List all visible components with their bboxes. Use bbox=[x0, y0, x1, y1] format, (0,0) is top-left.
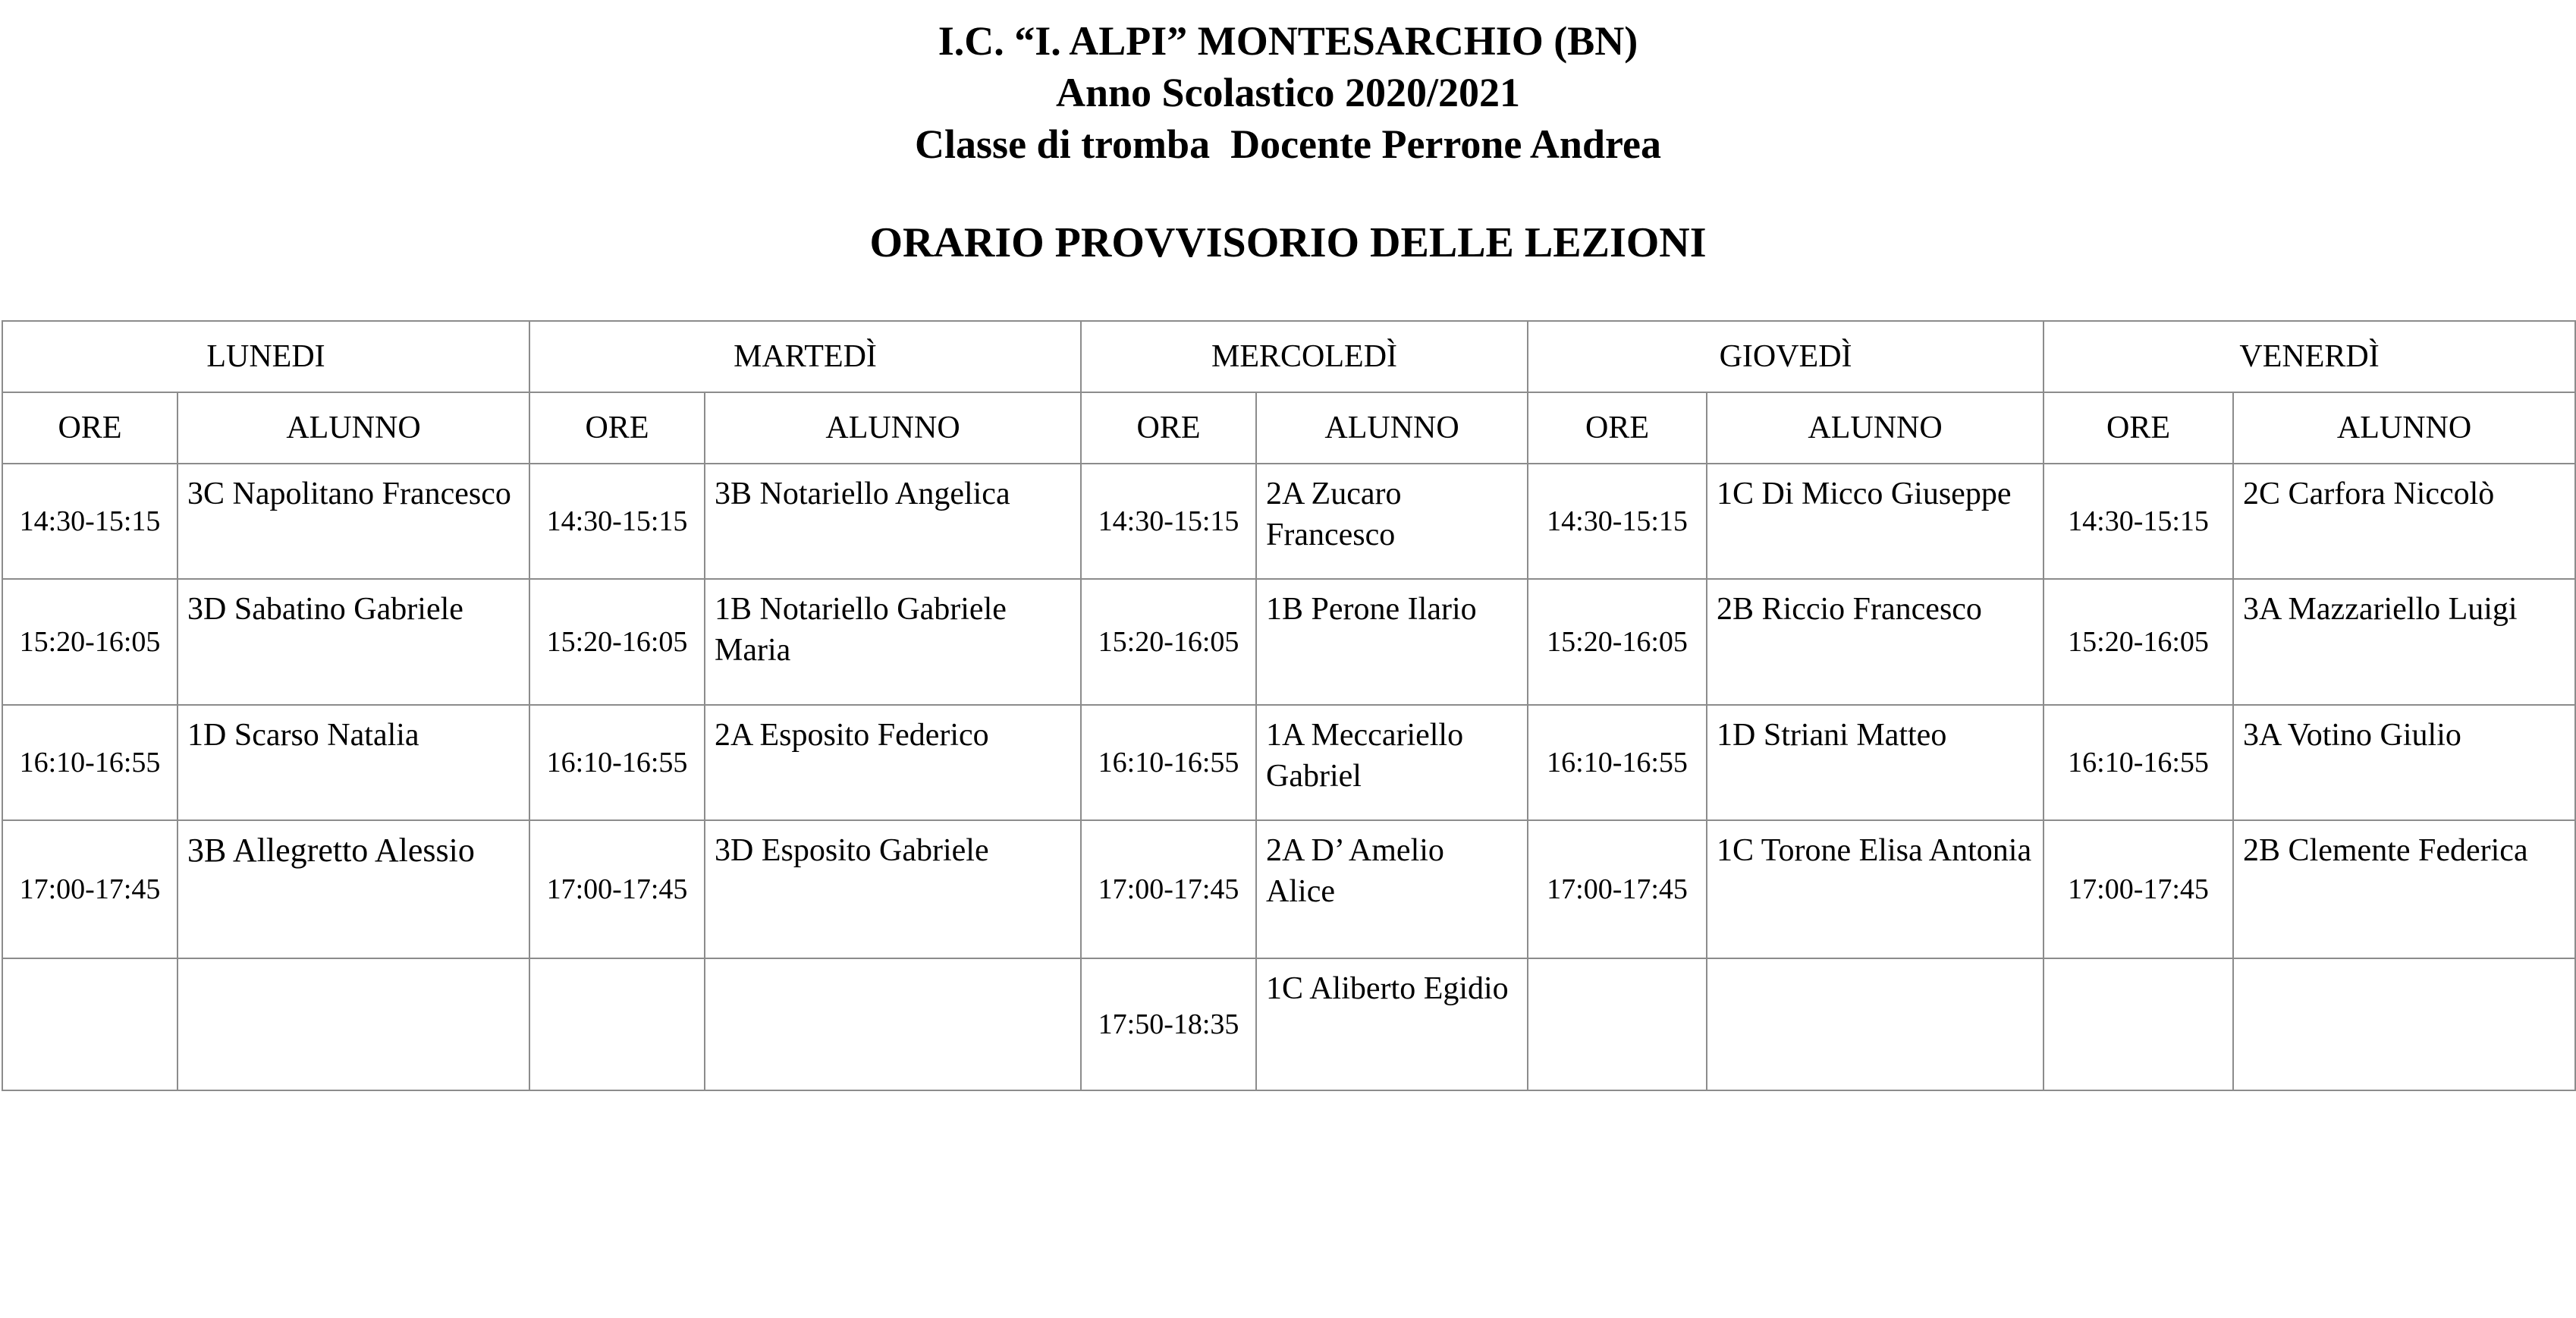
schedule-table bbox=[2, 320, 2576, 1091]
lesson-time: 17:00-17:45 bbox=[1528, 820, 1707, 958]
day-header: GIOVEDÌ bbox=[1528, 321, 2044, 392]
student-name: 3B Allegretto Alessio bbox=[177, 820, 529, 958]
time-column-header: ORE bbox=[1528, 392, 1707, 464]
student-name: 2A Zucaro Francesco bbox=[1256, 464, 1528, 579]
student-name: 1D Striani Matteo bbox=[1707, 705, 2044, 820]
lesson-time: 15:20-16:05 bbox=[2, 579, 177, 705]
student-name bbox=[177, 958, 529, 1090]
student-name: 1C Torone Elisa Antonia bbox=[1707, 820, 2044, 958]
student-name: 3D Sabatino Gabriele bbox=[177, 579, 529, 705]
table-row bbox=[2, 579, 2575, 705]
day-header: MARTEDÌ bbox=[529, 321, 1081, 392]
lesson-time: 16:10-16:55 bbox=[1081, 705, 1256, 820]
lesson-time: 16:10-16:55 bbox=[2, 705, 177, 820]
student-name bbox=[2233, 958, 2575, 1090]
student-name: 2B Riccio Francesco bbox=[1707, 579, 2044, 705]
lesson-time bbox=[1528, 958, 1707, 1090]
day-header: VENERDÌ bbox=[2044, 321, 2575, 392]
lesson-time: 16:10-16:55 bbox=[2044, 705, 2233, 820]
student-name: 2C Carfora Niccolò bbox=[2233, 464, 2575, 579]
student-name: 2A Esposito Federico bbox=[705, 705, 1081, 820]
student-name: 3B Notariello Angelica bbox=[705, 464, 1081, 579]
time-column-header: ORE bbox=[2, 392, 177, 464]
student-name: 1D Scarso Natalia bbox=[177, 705, 529, 820]
time-column-header: ORE bbox=[529, 392, 705, 464]
student-column-header: ALUNNO bbox=[705, 392, 1081, 464]
school-year: Anno Scolastico 2020/2021 bbox=[1055, 70, 1521, 115]
student-column-header: ALUNNO bbox=[2233, 392, 2575, 464]
document-header bbox=[0, 15, 2576, 269]
lesson-time: 17:00-17:45 bbox=[2044, 820, 2233, 958]
student-name: 1C Aliberto Egidio bbox=[1256, 958, 1528, 1090]
student-name: 3C Napolitano Francesco bbox=[177, 464, 529, 579]
student-name: 2B Clemente Federica bbox=[2233, 820, 2575, 958]
lesson-time bbox=[2, 958, 177, 1090]
lesson-time: 17:00-17:45 bbox=[2, 820, 177, 958]
lesson-time: 17:00-17:45 bbox=[529, 820, 705, 958]
lesson-time: 14:30-15:15 bbox=[2, 464, 177, 579]
schedule-title: ORARIO PROVVISORIO DELLE LEZIONI bbox=[869, 219, 1707, 266]
student-name: 1B Perone Ilario bbox=[1256, 579, 1528, 705]
lesson-time: 14:30-15:15 bbox=[529, 464, 705, 579]
column-header-row bbox=[2, 392, 2575, 464]
lesson-time: 16:10-16:55 bbox=[1528, 705, 1707, 820]
student-name: 3A Votino Giulio bbox=[2233, 705, 2575, 820]
lesson-time bbox=[529, 958, 705, 1090]
student-column-header: ALUNNO bbox=[1707, 392, 2044, 464]
table-row bbox=[2, 820, 2575, 958]
student-name: 1C Di Micco Giuseppe bbox=[1707, 464, 2044, 579]
lesson-time: 15:20-16:05 bbox=[1081, 579, 1256, 705]
student-column-header: ALUNNO bbox=[1256, 392, 1528, 464]
day-header: MERCOLEDÌ bbox=[1081, 321, 1528, 392]
student-name: 3D Esposito Gabriele bbox=[705, 820, 1081, 958]
lesson-time: 15:20-16:05 bbox=[529, 579, 705, 705]
lesson-time: 14:30-15:15 bbox=[2044, 464, 2233, 579]
day-header-row bbox=[2, 321, 2575, 392]
lesson-time: 15:20-16:05 bbox=[2044, 579, 2233, 705]
table-row bbox=[2, 464, 2575, 579]
student-name: 1B Notariello Gabriele Maria bbox=[705, 579, 1081, 705]
school-name: I.C. “I. ALPI” MONTESARCHIO (BN) bbox=[938, 18, 1638, 64]
time-column-header: ORE bbox=[1081, 392, 1256, 464]
lesson-time bbox=[2044, 958, 2233, 1090]
lesson-time: 17:00-17:45 bbox=[1081, 820, 1256, 958]
day-header: LUNEDI bbox=[2, 321, 529, 392]
student-name: 1A Meccariello Gabriel bbox=[1256, 705, 1528, 820]
lesson-time: 17:50-18:35 bbox=[1081, 958, 1256, 1090]
student-name bbox=[1707, 958, 2044, 1090]
table-row bbox=[2, 705, 2575, 820]
lesson-time: 16:10-16:55 bbox=[529, 705, 705, 820]
student-name: 3A Mazzariello Luigi bbox=[2233, 579, 2575, 705]
table-row bbox=[2, 958, 2575, 1090]
lesson-time: 15:20-16:05 bbox=[1528, 579, 1707, 705]
student-name bbox=[705, 958, 1081, 1090]
class-teacher: Classe di tromba Docente Perrone Andrea bbox=[915, 121, 1661, 167]
student-name: 2A D’ Amelio Alice bbox=[1256, 820, 1528, 958]
time-column-header: ORE bbox=[2044, 392, 2233, 464]
lesson-time: 14:30-15:15 bbox=[1528, 464, 1707, 579]
lesson-time: 14:30-15:15 bbox=[1081, 464, 1256, 579]
student-column-header: ALUNNO bbox=[177, 392, 529, 464]
